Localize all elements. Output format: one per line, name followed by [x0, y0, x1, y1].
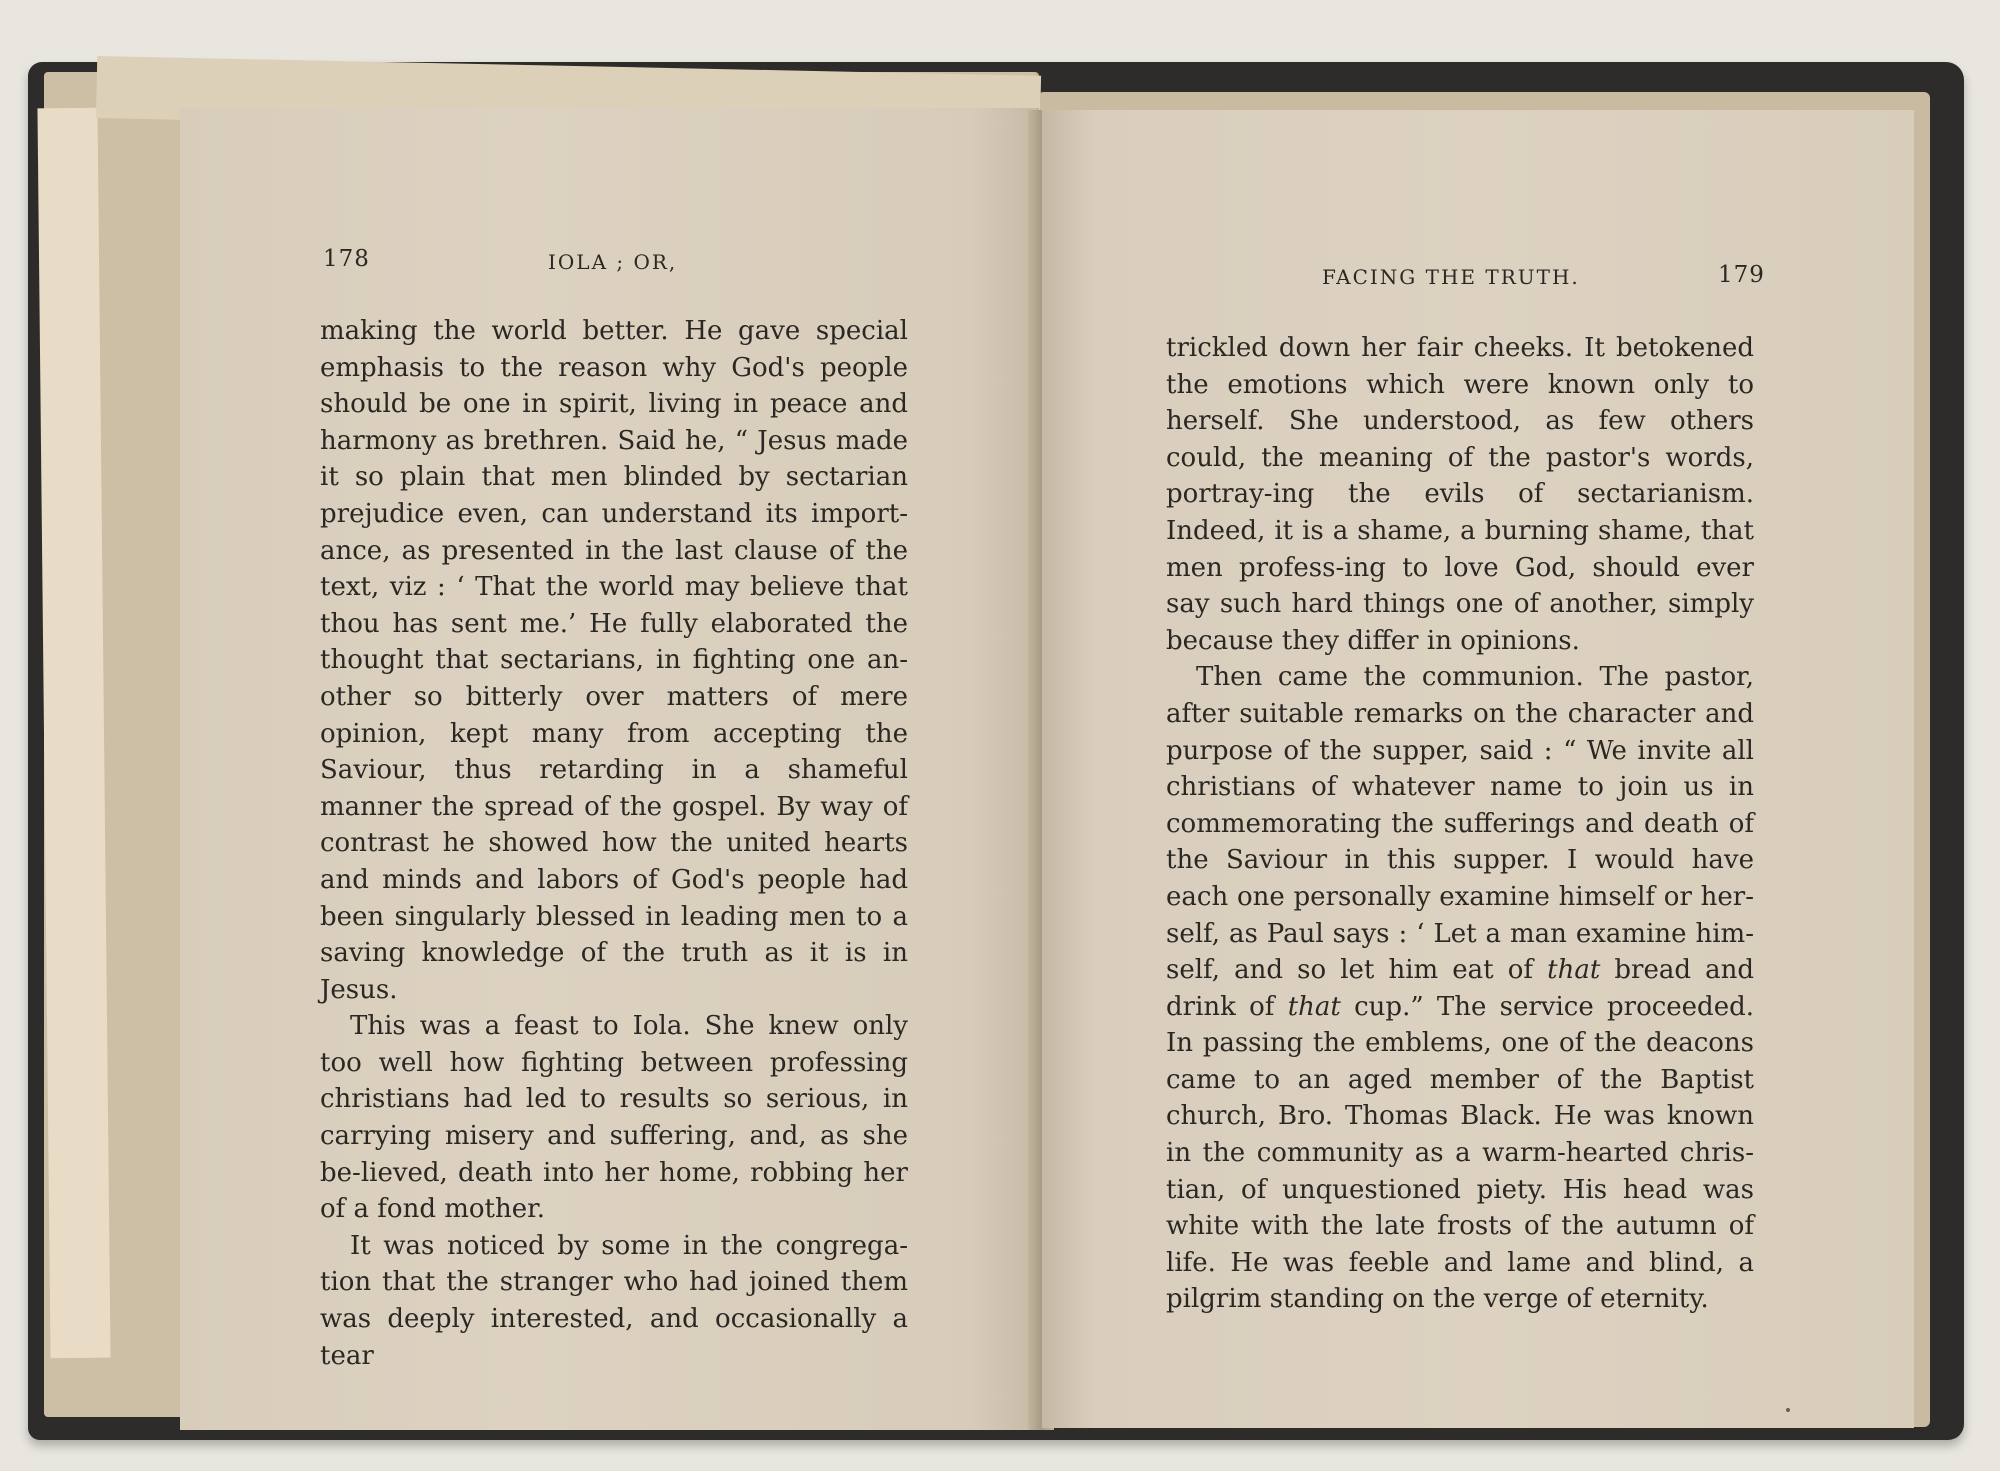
- right-paragraph-2: [1166, 659, 1754, 1318]
- right-paragraph-1: trickled down her fair cheeks. It betokened the emotions which were known only to herself. She understood, as few others could, the meaning of the pastor's words, portray-ing the evils of sectarianism. Indeed, it is a shame, a burning shame, that men profess-ing to love God, should ever say such hard things one of another, simply because they differ in opinions.: [1166, 333, 1754, 656]
- right-paragraph-2-part-1: Then came the communion. The pastor, after suitable remarks on the character and purpose of the supper, said : “ We invite all christians of whatever name to join us in commemorating the sufferings and death of the Saviour in this supper. I would have each one personally examine himself or her-self, as Paul says : ‘ Let a man examine him-self, and so let him eat of: [1166, 662, 1754, 986]
- right-page: [1042, 110, 1914, 1428]
- right-page-number: 179: [1718, 262, 1765, 288]
- left-page-text: [320, 313, 908, 1374]
- right-paragraph-2-part-2: bread and drink of: [1166, 955, 1754, 1022]
- left-paragraph-1: making the world better. He gave special emphasis to the reason why God's people should be one in spirit, living in peace and harmony as brethren. Said he, “ Jesus made it so plain that men blinded by sectarian prejudice even, can understand its import-ance, as presented in the last clause of the text, viz : ‘ That the world may believe that thou has sent me.’ He fully elaborated the thought that sectarians, in fighting one an-other so bitterly over matters of mere opinion, kept many from accepting the Saviour, thus retarding in a shameful manner the spread of the gospel. By way of contrast he showed how the united hearts and minds and labors of God's people had been singularly blessed in leading men to a saving knowledge of the truth as it is in Jesus.: [320, 316, 908, 1005]
- left-paragraph-2: This was a feast to Iola. She knew only too well how fighting between professing christians had led to results so serious, in carrying misery and suffering, and, as she be-lieved, death into her home, robbing her of a fond mother.: [320, 1011, 908, 1225]
- left-paragraph-3: It was noticed by some in the congrega-tion that the stranger who had joined them was deeply interested, and occasionally a tear: [320, 1230, 908, 1371]
- right-paragraph-2-part-3: cup.” The service proceeded. In passing the emblems, one of the deacons came to an aged member of the Baptist church, Bro. Thomas Black. He was known in the community as a warm-hearted chris-tian, of unquestioned piety. His head was white with the late frosts of the autumn of life. He was feeble and lame and blind, a pilgrim standing on the verge of eternity.: [1166, 991, 1754, 1315]
- italic-that-1: that: [1547, 955, 1601, 986]
- right-page-text: [1166, 330, 1754, 1318]
- italic-that-2: that: [1287, 991, 1341, 1022]
- left-page: [180, 108, 1039, 1430]
- left-page-number: 178: [323, 246, 370, 272]
- right-running-head: FACING THE TRUTH.: [1322, 265, 1580, 289]
- left-running-head: IOLA ; OR,: [548, 250, 678, 274]
- paper-speck: [1786, 1408, 1790, 1412]
